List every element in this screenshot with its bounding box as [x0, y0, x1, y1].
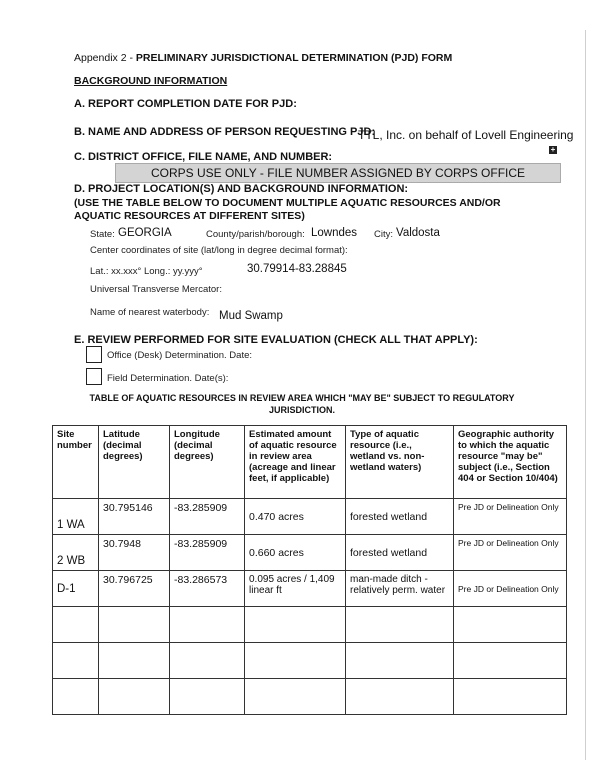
header-latitude: Latitude (decimal degrees) [99, 426, 170, 499]
cell-latitude[interactable]: 30.7948 [99, 535, 170, 571]
cell-type[interactable]: man-made ditch - relatively perm. water [346, 571, 454, 607]
latlong-value[interactable]: 30.79914-83.28845 [247, 263, 347, 275]
table-title: TABLE OF AQUATIC RESOURCES IN REVIEW AREA WHICH "MAY BE" SUBJECT TO REGULATORY JURISDICTION. [89, 393, 515, 415]
table-header-row [53, 426, 567, 499]
scan-edge-line [585, 30, 586, 760]
section-d-label: D. PROJECT LOCATION(S) AND BACKGROUND INFORMATION: [74, 183, 409, 195]
cell-latitude[interactable] [99, 643, 170, 679]
section-e-label: E. REVIEW PERFORMED FOR SITE EVALUATION (CHECK ALL THAT APPLY): [74, 334, 478, 346]
cell-authority[interactable] [454, 607, 567, 643]
header-geographic-authority: Geographic authority to which the aquatic resource "may be" subject (i.e., Section 404 or Section 10/404) [454, 426, 567, 499]
cell-amount[interactable] [245, 607, 346, 643]
cell-latitude[interactable]: 30.796725 [99, 571, 170, 607]
field-determination-label: Field Determination. Date(s): [107, 373, 229, 384]
waterbody-label: Name of nearest waterbody: [90, 307, 210, 318]
state-value[interactable]: GEORGIA [118, 227, 172, 239]
cell-site[interactable] [53, 679, 99, 715]
office-determination-checkbox[interactable] [86, 346, 102, 363]
cell-site[interactable]: D-1 [53, 571, 99, 607]
form-title: Appendix 2 - PRELIMINARY JURISDICTIONAL DETERMINATION (PJD) FORM [74, 52, 453, 64]
cell-longitude[interactable]: -83.285909 [170, 535, 245, 571]
cell-type[interactable]: forested wetland [346, 535, 454, 571]
cell-site[interactable] [53, 607, 99, 643]
waterbody-value[interactable]: Mud Swamp [219, 310, 283, 322]
city-label: City: [374, 229, 393, 240]
cell-longitude[interactable] [170, 607, 245, 643]
cell-latitude[interactable] [99, 607, 170, 643]
coords-label: Center coordinates of site (lat/long in degree decimal format): [90, 245, 348, 256]
office-determination-label: Office (Desk) Determination. Date: [107, 350, 253, 361]
cell-type[interactable] [346, 643, 454, 679]
table-row [53, 571, 567, 607]
aquatic-resources-table [52, 425, 567, 715]
section-c-label: C. DISTRICT OFFICE, FILE NAME, AND NUMBER: [74, 151, 333, 163]
cell-longitude[interactable]: -83.286573 [170, 571, 245, 607]
section-d-note-1: (USE THE TABLE BELOW TO DOCUMENT MULTIPLE AQUATIC RESOURCES AND/OR [74, 197, 501, 209]
utm-label: Universal Transverse Mercator: [90, 284, 222, 295]
section-a-label: A. REPORT COMPLETION DATE FOR PJD: [74, 98, 297, 110]
cell-amount[interactable]: 0.660 acres [245, 535, 346, 571]
plus-icon[interactable]: + [550, 145, 556, 154]
latlong-label: Lat.: xx.xxx° Long.: yy.yyy° [90, 266, 203, 277]
cell-authority[interactable] [454, 679, 567, 715]
section-b-label: B. NAME AND ADDRESS OF PERSON REQUESTING PJD: [74, 126, 376, 138]
cell-amount[interactable]: 0.095 acres / 1,409 linear ft [245, 571, 346, 607]
cell-type[interactable]: forested wetland [346, 499, 454, 535]
cell-site[interactable] [53, 643, 99, 679]
county-label: County/parish/borough: [206, 229, 305, 240]
header-longitude: Longitude (decimal degrees) [170, 426, 245, 499]
table-row [53, 499, 567, 535]
field-determination-checkbox[interactable] [86, 368, 102, 385]
header-site-number: Site number [53, 426, 99, 499]
cell-longitude[interactable] [170, 643, 245, 679]
cell-amount[interactable] [245, 679, 346, 715]
county-value[interactable]: Lowndes [311, 227, 358, 239]
district-file-field[interactable]: CORPS USE ONLY - FILE NUMBER ASSIGNED BY CORPS OFFICE [115, 163, 561, 183]
cell-longitude[interactable]: -83.285909 [170, 499, 245, 535]
cell-amount[interactable] [245, 643, 346, 679]
cell-site[interactable]: 2 WB [53, 535, 99, 571]
cell-longitude[interactable] [170, 679, 245, 715]
section-heading: BACKGROUND INFORMATION [74, 75, 228, 87]
cell-authority[interactable]: Pre JD or Delineation Only [454, 535, 567, 571]
cell-authority[interactable]: Pre JD or Delineation Only [454, 571, 567, 607]
section-d-note-2: AQUATIC RESOURCES AT DIFFERENT SITES) [74, 210, 305, 222]
cell-type[interactable] [346, 679, 454, 715]
requester-value: TTL, Inc. on behalf of Lovell Engineering [358, 128, 574, 142]
city-value[interactable]: Valdosta [396, 227, 440, 239]
cell-latitude[interactable] [99, 679, 170, 715]
table-row [53, 643, 567, 679]
cell-amount[interactable]: 0.470 acres [245, 499, 346, 535]
cell-type[interactable] [346, 607, 454, 643]
table-row [53, 679, 567, 715]
cell-latitude[interactable]: 30.795146 [99, 499, 170, 535]
header-estimated-amount: Estimated amount of aquatic resource in review area (acreage and linear feet, if applicable) [245, 426, 346, 499]
cell-authority[interactable]: Pre JD or Delineation Only [454, 499, 567, 535]
state-label: State: [90, 229, 115, 240]
cell-site[interactable]: 1 WA [53, 499, 99, 535]
header-resource-type: Type of aquatic resource (i.e., wetland vs. non-wetland waters) [346, 426, 454, 499]
table-row [53, 607, 567, 643]
cell-authority[interactable] [454, 643, 567, 679]
table-row [53, 535, 567, 571]
